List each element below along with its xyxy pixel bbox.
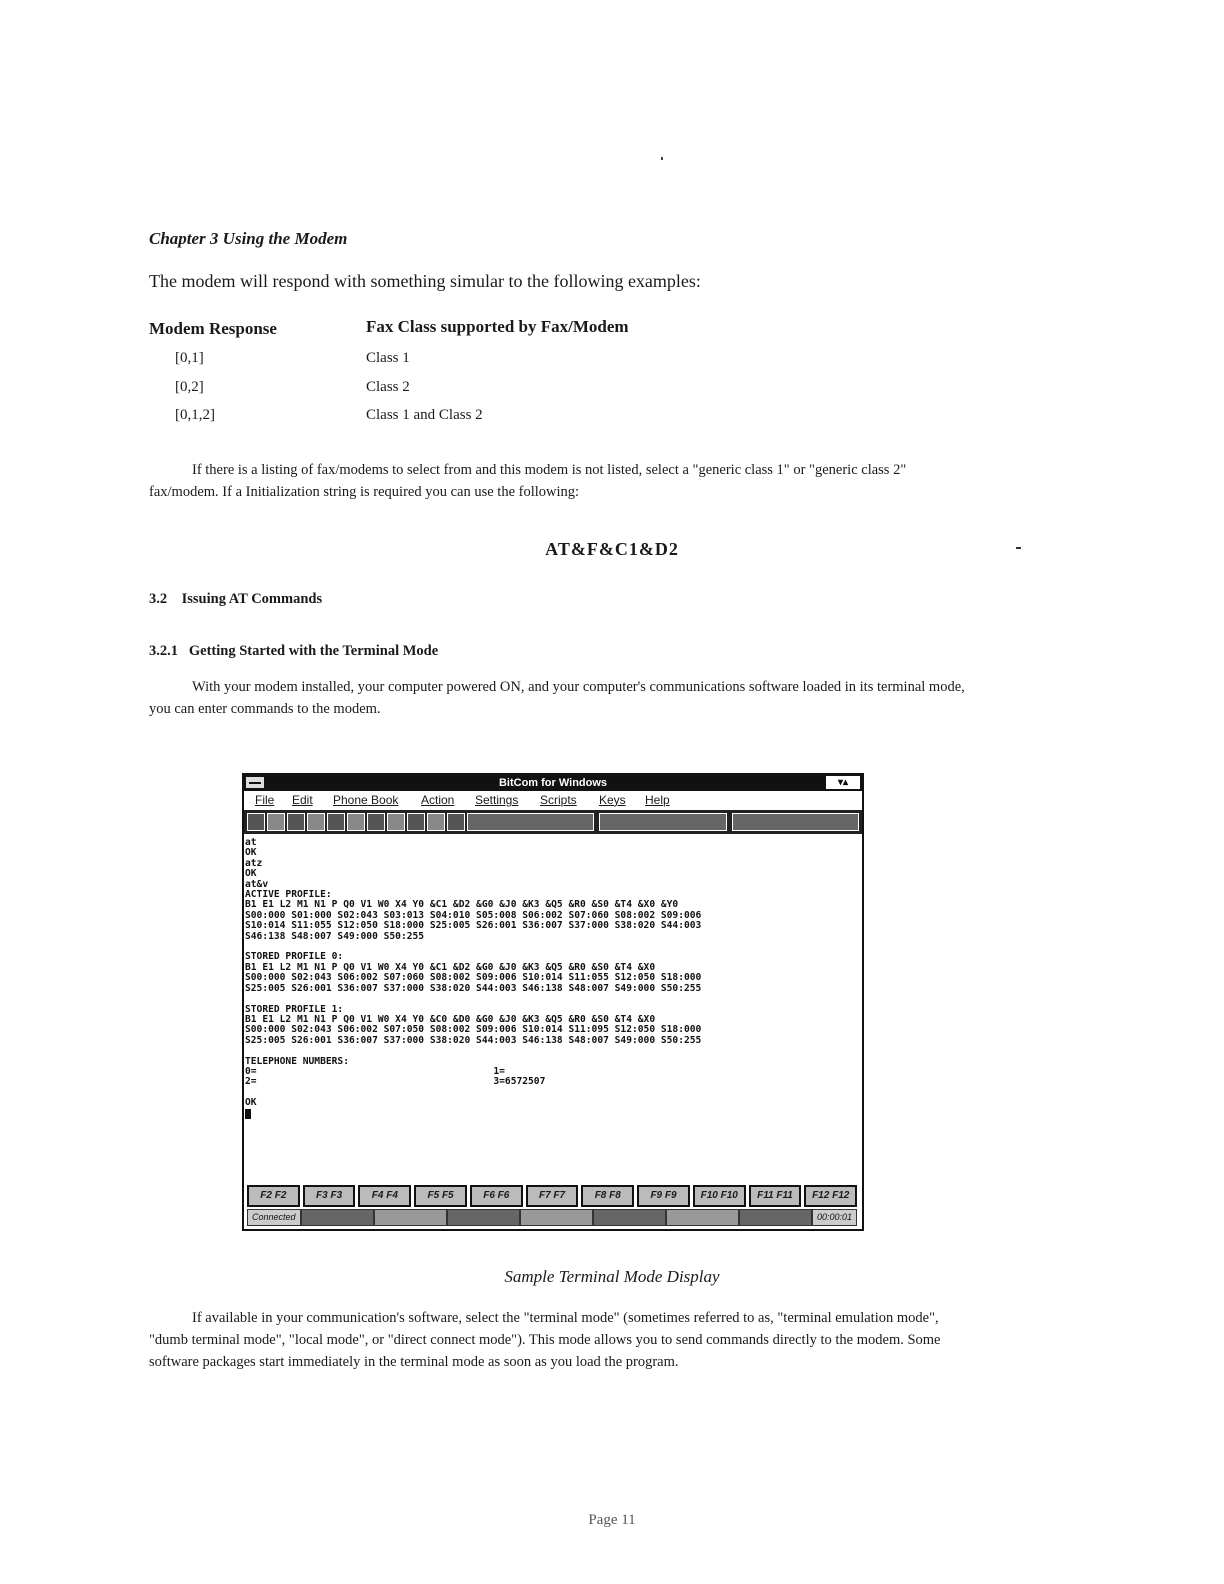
paragraph-terminal-intro bbox=[149, 676, 969, 720]
terminal-line bbox=[245, 994, 863, 1004]
minimize-maximize-icon[interactable]: ▾▴ bbox=[826, 776, 860, 789]
terminal-line: S25:005 S26:001 S36:007 S37:000 S38:020 S44:003 S46:138 S48:007 S49:000 S50:255 bbox=[245, 1034, 702, 1046]
table-cell-class: Class 1 and Class 2 bbox=[366, 407, 483, 423]
table-header-class: Fax Class supported by Fax/Modem bbox=[366, 317, 629, 336]
paragraph-terminal-mode bbox=[149, 1307, 964, 1373]
intro-text: The modem will respond with something simular to the following examples: bbox=[149, 271, 701, 291]
terminal-line: S00:000 S02:043 S06:002 S07:060 S08:002 S09:006 S10:014 S11:055 S12:050 S18:000 bbox=[245, 972, 702, 984]
terminal-line: B1 E1 L2 M1 N1 P Q0 V1 W0 X4 Y0 &C1 &D2 &G0 &J0 &K3 &Q5 &R0 &S0 &T4 &X0 &Y0 bbox=[245, 899, 679, 911]
menu-bar bbox=[244, 792, 862, 809]
menu-edit[interactable]: Edit bbox=[292, 793, 313, 807]
fkey-f3[interactable]: F3 F3 bbox=[303, 1185, 356, 1207]
status-connection: Connected bbox=[248, 1210, 300, 1225]
terminal-line: B1 E1 L2 M1 N1 P Q0 V1 W0 X4 Y0 &C1 &D2 &G0 &J0 &K3 &Q5 &R0 &S0 &T4 &X0 bbox=[245, 961, 656, 973]
menu-help[interactable]: Help bbox=[645, 793, 670, 807]
terminal-line: atz bbox=[245, 857, 263, 869]
toolbar bbox=[244, 810, 862, 834]
fkey-f5[interactable]: F5 F5 bbox=[414, 1185, 467, 1207]
table-cell-response: [0,1] bbox=[175, 350, 204, 366]
paragraph-text: If there is a listing of fax/modems to select from and this modem is not listed, select a "generic class 1" or "generic class 2" fax/modem. If a Initialization string is required you can use the following: bbox=[149, 462, 907, 500]
toolbar-button[interactable] bbox=[347, 813, 365, 831]
terminal-line: 2= 3=6572507 bbox=[245, 1076, 546, 1088]
terminal-line: S00:000 S02:043 S06:002 S07:050 S08:002 S09:006 S10:014 S11:095 S12:050 S18:000 bbox=[245, 1024, 702, 1036]
table-header-response: Modem Response bbox=[149, 319, 277, 338]
terminal-line: OK bbox=[245, 847, 257, 859]
terminal-line: ACTIVE PROFILE: bbox=[245, 889, 332, 901]
fkey-f8[interactable]: F8 F8 bbox=[581, 1185, 634, 1207]
paragraph-text: With your modem installed, your computer powered ON, and your computer's communications software loaded in its terminal mode, you can enter commands to the modem. bbox=[149, 679, 965, 717]
paragraph-text: If available in your communication's software, select the "terminal mode" (sometimes referred to as, "terminal emulation mode", "dumb terminal mode", "local mode", or "direct connect mode"). This mode allows you to send commands directly to the modem. Some software packages start immediately in the terminal mode as soon as you load the program. bbox=[149, 1310, 941, 1370]
window-title: BitCom for Windows bbox=[498, 777, 608, 789]
terminal-line bbox=[245, 1046, 863, 1056]
fkey-f7[interactable]: F7 F7 bbox=[526, 1185, 579, 1207]
status-timer: 00:00:01 bbox=[813, 1210, 856, 1225]
terminal-screen[interactable] bbox=[244, 838, 863, 1183]
menu-phone-book[interactable]: Phone Book bbox=[333, 793, 399, 807]
terminal-cursor bbox=[245, 1109, 251, 1119]
terminal-window bbox=[242, 773, 864, 1231]
status-panel bbox=[594, 1210, 665, 1225]
terminal-line: S10:014 S11:055 S12:050 S18:000 S25:005 S26:001 S36:007 S37:000 S38:020 S44:003 bbox=[245, 920, 702, 932]
terminal-line: at&v bbox=[245, 878, 269, 890]
status-panel bbox=[740, 1210, 811, 1225]
status-panel bbox=[302, 1210, 373, 1225]
fkey-f11[interactable]: F11 F11 bbox=[749, 1185, 802, 1207]
section-heading: 3.2 Issuing AT Commands bbox=[149, 591, 323, 607]
menu-scripts[interactable]: Scripts bbox=[540, 793, 577, 807]
system-menu-icon[interactable] bbox=[246, 777, 264, 788]
page-number: Page 11 bbox=[588, 1512, 636, 1528]
terminal-line: OK bbox=[245, 1097, 257, 1109]
chapter-header: Chapter 3 Using the Modem bbox=[149, 229, 348, 248]
menu-keys[interactable]: Keys bbox=[599, 793, 626, 807]
figure-caption: Sample Terminal Mode Display bbox=[504, 1267, 720, 1286]
menu-action[interactable]: Action bbox=[421, 793, 455, 807]
fkey-f10[interactable]: F10 F10 bbox=[693, 1185, 746, 1207]
terminal-line: OK bbox=[245, 868, 257, 880]
toolbar-button[interactable] bbox=[267, 813, 285, 831]
terminal-line: STORED PROFILE 1: bbox=[245, 1003, 344, 1015]
fkey-f6[interactable]: F6 F6 bbox=[470, 1185, 523, 1207]
window-titlebar bbox=[244, 775, 862, 791]
terminal-line: B1 E1 L2 M1 N1 P Q0 V1 W0 X4 Y0 &C0 &D0 &G0 &J0 &K3 &Q5 &R0 &S0 &T4 &X0 bbox=[245, 1013, 656, 1025]
table-cell-class: Class 1 bbox=[366, 350, 410, 366]
toolbar-status-panel bbox=[732, 813, 859, 831]
terminal-line: TELEPHONE NUMBERS: bbox=[245, 1055, 349, 1067]
status-bar bbox=[247, 1209, 857, 1226]
terminal-line: STORED PROFILE 0: bbox=[245, 951, 344, 963]
table-cell-response: [0,1,2] bbox=[175, 407, 215, 423]
table-cell-response: [0,2] bbox=[175, 379, 204, 395]
status-panel bbox=[667, 1210, 738, 1225]
toolbar-button[interactable] bbox=[307, 813, 325, 831]
terminal-line: at bbox=[245, 837, 257, 848]
init-string: AT&F&C1&D2 bbox=[545, 539, 679, 559]
menu-file[interactable]: File bbox=[255, 793, 275, 807]
subsection-heading: 3.2.1 Getting Started with the Terminal Mode bbox=[149, 643, 439, 659]
fkey-f9[interactable]: F9 F9 bbox=[637, 1185, 690, 1207]
terminal-line: S25:005 S26:001 S36:007 S37:000 S38:020 S44:003 S46:138 S48:007 S49:000 S50:255 bbox=[245, 982, 702, 994]
fkey-f4[interactable]: F4 F4 bbox=[358, 1185, 411, 1207]
toolbar-button[interactable] bbox=[327, 813, 345, 831]
toolbar-button[interactable] bbox=[407, 813, 425, 831]
function-key-bar bbox=[247, 1185, 857, 1207]
terminal-line: S00:000 S01:000 S02:043 S03:013 S04:010 S05:008 S06:002 S07:060 S08:002 S09:006 bbox=[245, 909, 702, 921]
toolbar-button[interactable] bbox=[447, 813, 465, 831]
toolbar-button[interactable] bbox=[387, 813, 405, 831]
table-cell-class: Class 2 bbox=[366, 379, 410, 395]
toolbar-button[interactable] bbox=[427, 813, 445, 831]
fkey-f2[interactable]: F2 F2 bbox=[247, 1185, 300, 1207]
scan-speck bbox=[661, 157, 663, 160]
menu-settings[interactable]: Settings bbox=[475, 793, 519, 807]
toolbar-status-panel bbox=[467, 813, 594, 831]
toolbar-button[interactable] bbox=[367, 813, 385, 831]
toolbar-status-panel bbox=[599, 813, 726, 831]
status-panel bbox=[448, 1210, 519, 1225]
status-panel bbox=[375, 1210, 446, 1225]
terminal-line: S46:138 S48:007 S49:000 S50:255 bbox=[245, 930, 425, 942]
fkey-f12[interactable]: F12 F12 bbox=[804, 1185, 857, 1207]
toolbar-button[interactable] bbox=[247, 813, 265, 831]
paragraph-fax-listing bbox=[149, 459, 969, 503]
terminal-line bbox=[245, 1088, 863, 1098]
terminal-line: 0= 1= bbox=[245, 1065, 505, 1077]
toolbar-button[interactable] bbox=[287, 813, 305, 831]
status-panel bbox=[521, 1210, 592, 1225]
terminal-output bbox=[245, 838, 863, 1109]
